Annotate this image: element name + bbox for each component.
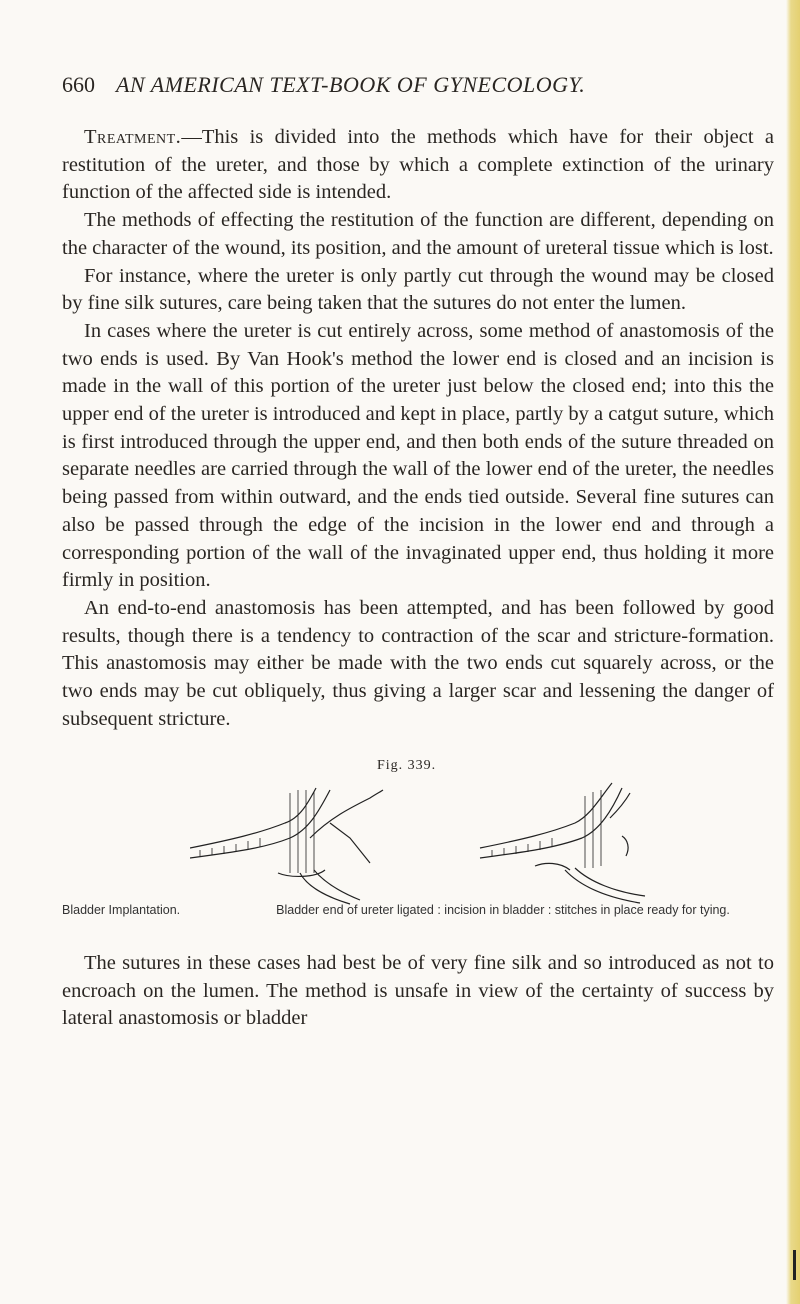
page-edge [786,0,800,1304]
running-title: AN AMERICAN TEXT-BOOK OF GYNECOLOGY. [116,72,586,97]
paragraph-partial-cut: For instance, where the ureter is only partly cut through the wound may be closed by fine silk sutures, care being taken that the sutures do not enter the lumen. [62,264,774,315]
treatment-text: —This is divided into the methods which have for their object a restitution of the ureter, and those by which a complete extinction of the urinary function of the affected side is intended. [62,126,774,204]
main-text-continued [62,950,774,1033]
figure-label: Fig. 339. [377,758,437,773]
paragraph-end-to-end: An end-to-end anastomosis has been attempted, and has been followed by good results, though there is a tendency to contraction of the scar and stricture-formation. This anastomosis may either be made with the two ends cut squarely across, or the two ends may be cut obliquely, thus giving a larger scar and lessening the danger of subsequent stricture. [62,596,774,730]
treatment-heading: Treatment. [84,126,182,148]
paragraph-treatment [62,124,774,207]
paragraph-van-hook: In cases where the ureter is cut entirely across, some method of anastomosis of the two ends is used. By Van Hook's method the lower end is closed and an incision is made in the wall of this portion of the ureter just below the closed end; into this the upper end of the ureter is introduced and kept in place, partly by a catgut suture, which is first introduced through the upper end, and then both ends of the suture threaded on separate needles are carried through the wall of the lower end of the ureter, the needles being passed from within outward, and the ends tied outside. Several fine sutures can also be passed through the edge of the incision in the lower end and through a corresponding portion of the wall of the invaginated upper end, thus holding it more firmly in position. [62,319,774,592]
paragraph-methods: The methods of effecting the restitution of the function are different, depending on the character of the wound, its position, and the amount of ureteral tissue which is lost. [62,209,774,259]
page-number: 660 [62,72,95,97]
figure-left-ureter [190,788,383,904]
caption-main: Bladder end of ureter ligated : incision in bladder : stitches in place ready for tying. [276,903,730,917]
paragraph-sutures: The sutures in these cases had best be of very fine silk and so introduced as not to encroach on the lumen. The method is unsafe in view of the certainty of success by lateral anastomosis or bladder [62,952,774,1030]
caption-left: Bladder Implantation. [62,903,181,917]
running-header [62,72,762,102]
figure-right-ureter [480,783,645,903]
main-text [62,124,774,733]
figure-illustration [190,778,710,908]
edge-mark [793,1250,796,1280]
